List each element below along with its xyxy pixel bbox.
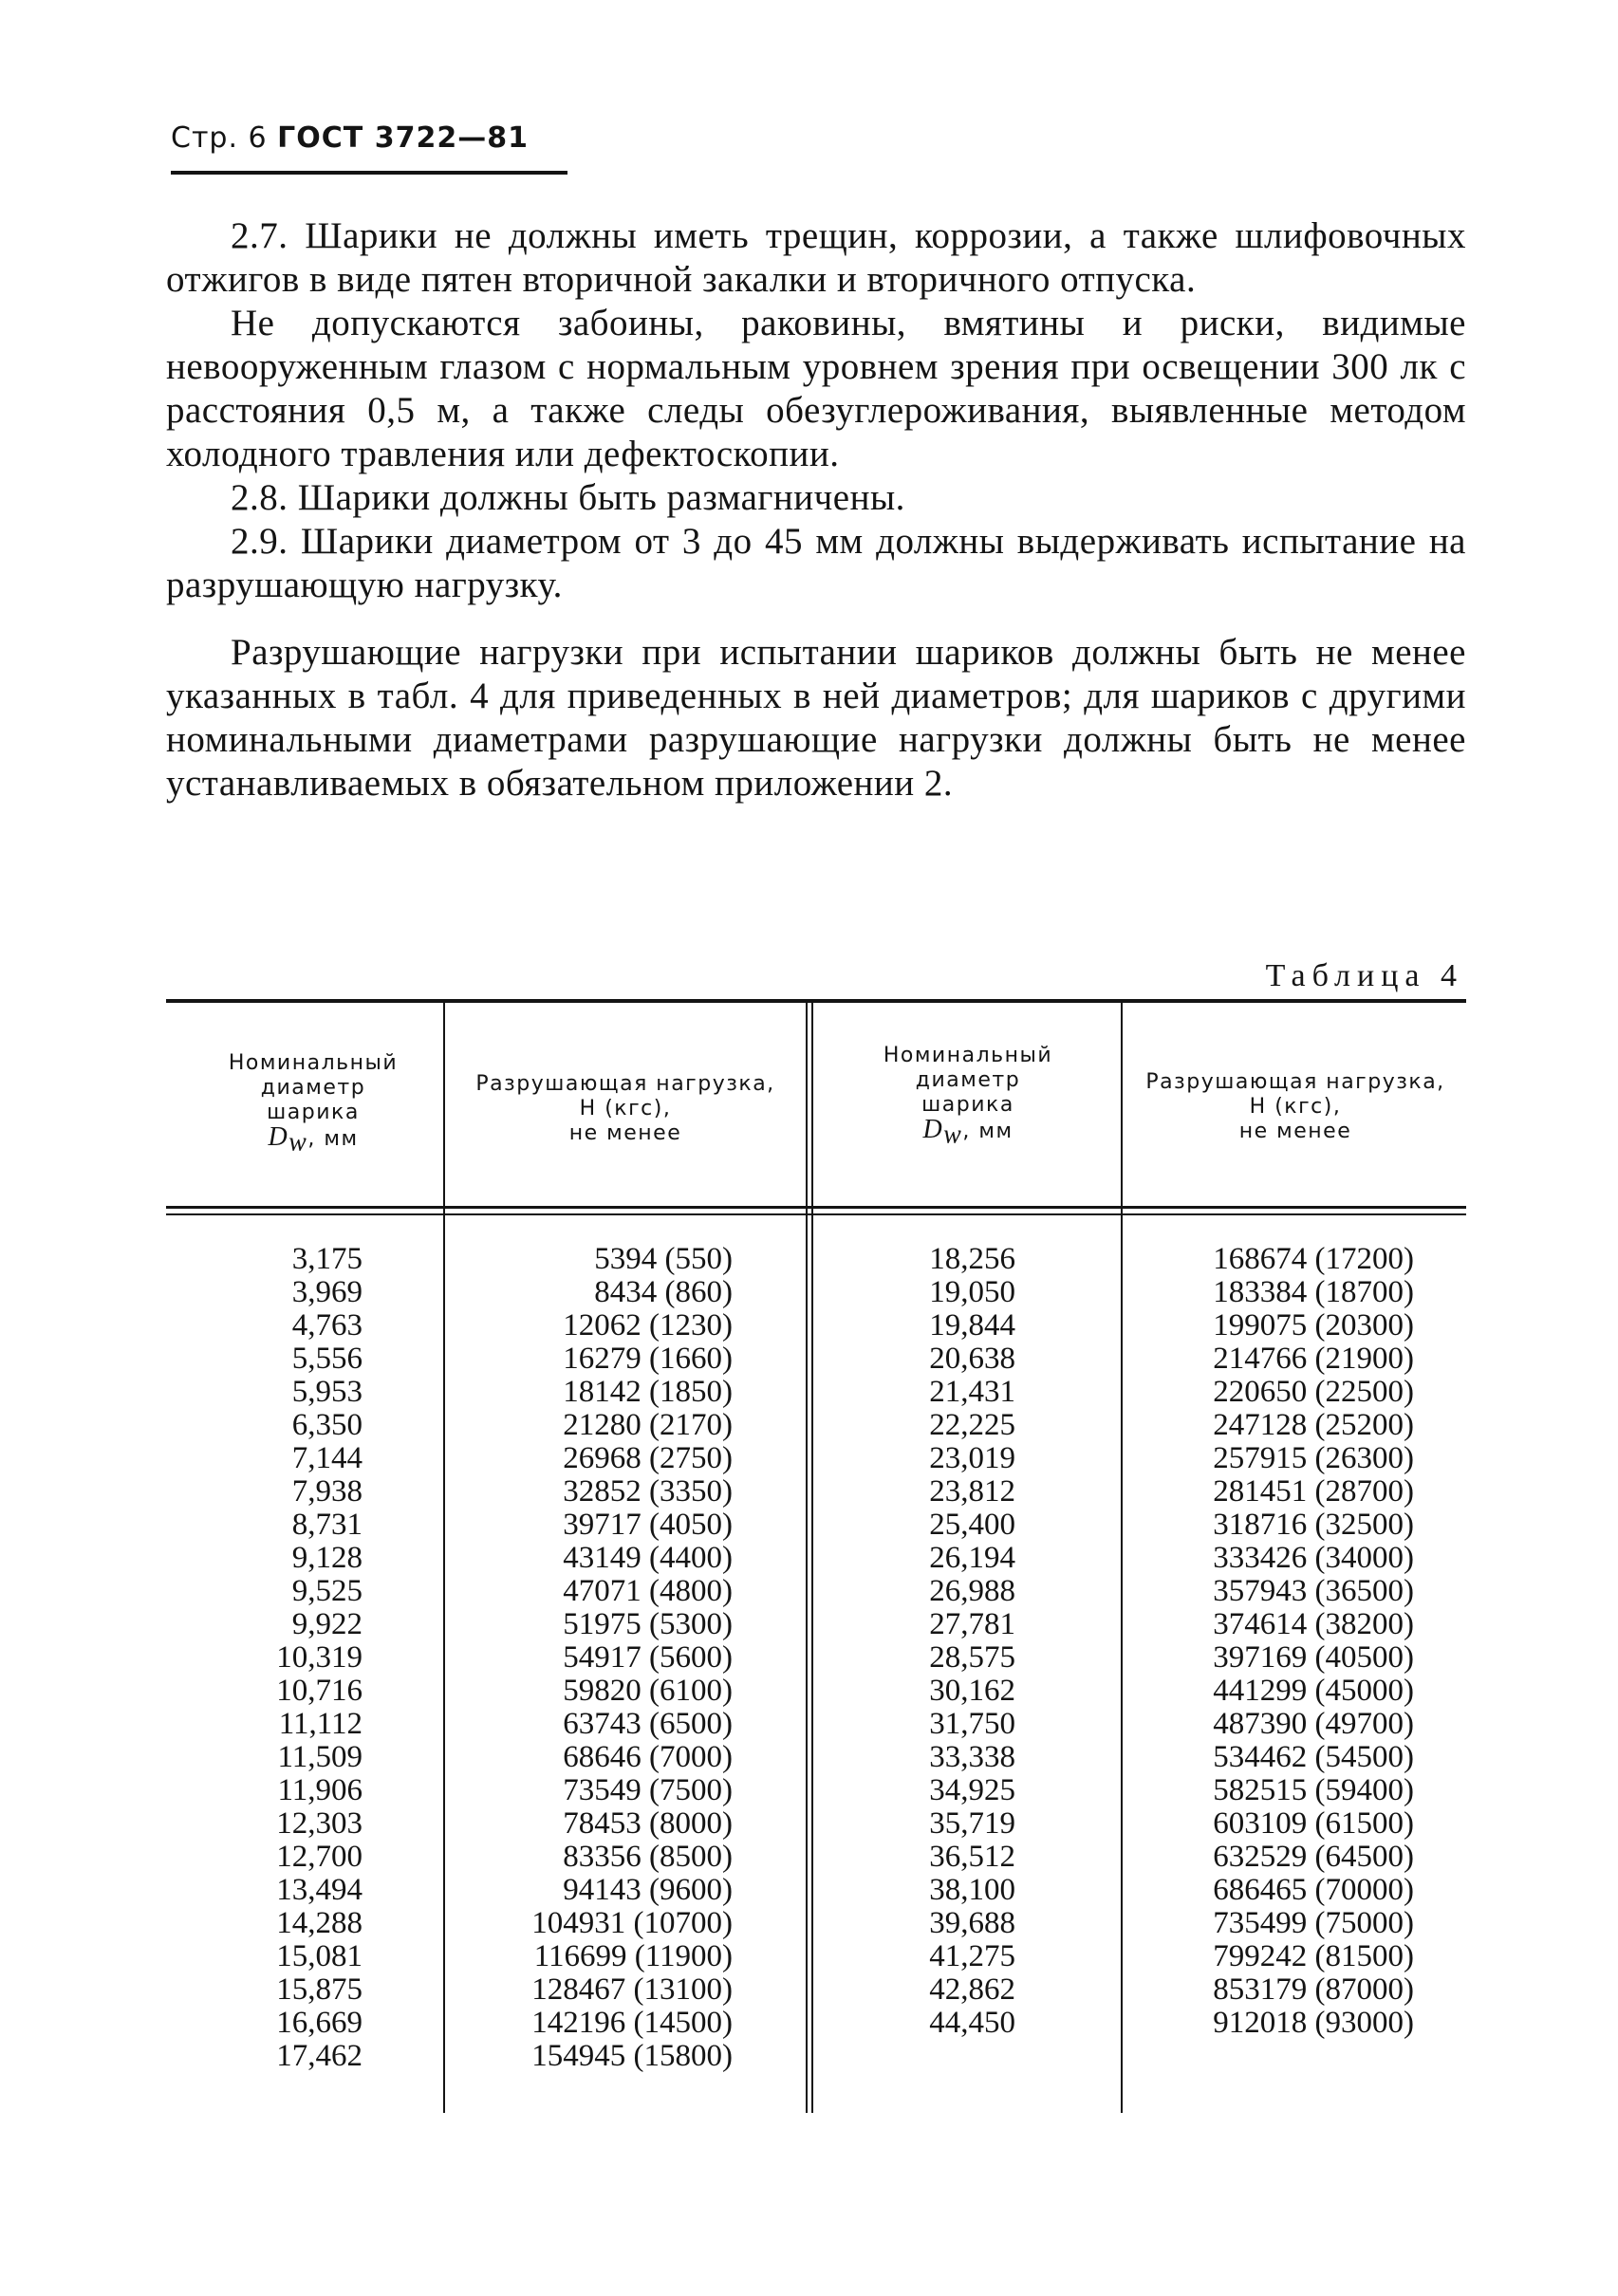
load-cell: 12062 (1230) [563, 1308, 733, 1342]
diameter-cell: 30,162 [929, 1674, 1015, 1708]
diameter-cell: 4,763 [291, 1308, 363, 1342]
load-cell: 374614 (38200) [1213, 1607, 1414, 1641]
diameter-cell: 16,669 [276, 2006, 363, 2040]
diameter-cell: 9,922 [291, 1607, 363, 1641]
load-cell: 318716 (32500) [1213, 1508, 1414, 1542]
load-cell: 68646 (7000) [563, 1740, 733, 1774]
load-cell: 735499 (75000) [1213, 1906, 1414, 1940]
diameter-cell: 10,319 [276, 1640, 363, 1675]
diameter-cell: 39,688 [929, 1906, 1015, 1940]
load-cell: 247128 (25200) [1213, 1408, 1414, 1442]
column-right-diameters [840, 1243, 1015, 2040]
table-header-rule-second [166, 1213, 1466, 1215]
header-diameter-right: Номинальный диаметр шарика $D_w$, мм [883, 1044, 1053, 1150]
load-cell: 83356 (8500) [563, 1840, 733, 1874]
body-text [166, 214, 1466, 805]
load-cell: 199075 (20300) [1213, 1308, 1414, 1342]
load-cell: 168674 (17200) [1213, 1242, 1414, 1276]
diameter-cell: 23,019 [929, 1441, 1015, 1475]
paragraph-2-7: 2.7. Шарики не должны иметь трещин, коррозии, а также шлифовочных отжигов в виде пятен вторичной закалки и вторичного отпуска. [166, 215, 1466, 300]
diameter-cell: 27,781 [929, 1607, 1015, 1641]
diameter-cell: 11,906 [277, 1773, 363, 1807]
diameter-cell: 41,275 [929, 1939, 1015, 1973]
diameter-cell: 7,144 [291, 1441, 363, 1475]
header-rule [171, 171, 567, 175]
load-cell: 59820 (6100) [563, 1674, 733, 1708]
diameter-cell: 11,509 [277, 1740, 363, 1774]
load-cell: 16279 (1660) [563, 1342, 733, 1376]
diameter-cell: 15,875 [276, 1972, 363, 2007]
column-divider-2b [811, 1003, 813, 2113]
paragraph-loads: Разрушающие нагрузки при испытании шариков должны быть не менее указанных в табл. 4 для приведенных в ней диаметров; для шариков с другими номинальными диаметрами разрушающие нагрузки должны быть не менее устанавливаемых в обязательном приложении 2. [166, 632, 1466, 804]
diameter-cell: 19,844 [929, 1308, 1015, 1342]
load-cell: 397169 (40500) [1213, 1640, 1414, 1675]
column-right-loads [1125, 1243, 1414, 2040]
header-diameter-left: Номинальный диаметр шарика $D_w$, мм [228, 1051, 399, 1157]
diameter-cell: 22,225 [929, 1408, 1015, 1442]
table-header-rule [166, 1206, 1466, 1209]
diameter-cell: 5,556 [291, 1342, 363, 1376]
load-cell: 39717 (4050) [563, 1508, 733, 1542]
header-load-left: Разрушающая нагрузка, Н (кгс), не менее [475, 1072, 775, 1145]
gost-number: ГОСТ 3722—81 [277, 121, 529, 155]
column-left-diameters [199, 1243, 363, 2073]
load-cell: 5394 (550) [594, 1242, 733, 1276]
load-cell: 63743 (6500) [563, 1707, 733, 1741]
diameter-cell: 9,525 [291, 1574, 363, 1608]
load-cell: 8434 (860) [594, 1275, 733, 1309]
load-cell: 51975 (5300) [563, 1607, 733, 1641]
diameter-cell: 5,953 [291, 1375, 363, 1409]
column-divider-3 [1121, 1003, 1123, 2113]
diameter-cell: 17,462 [276, 2039, 363, 2073]
load-cell: 257915 (26300) [1213, 1441, 1414, 1475]
diameter-cell: 13,494 [276, 1873, 363, 1907]
diameter-cell: 9,128 [291, 1541, 363, 1575]
diameter-cell: 38,100 [929, 1873, 1015, 1907]
diameter-cell: 12,303 [276, 1806, 363, 1841]
load-cell: 18142 (1850) [563, 1375, 733, 1409]
diameter-cell: 14,288 [276, 1906, 363, 1940]
load-cell: 281451 (28700) [1213, 1474, 1414, 1509]
diameter-cell: 25,400 [929, 1508, 1015, 1542]
load-cell: 183384 (18700) [1213, 1275, 1414, 1309]
load-cell: 104931 (10700) [531, 1906, 733, 1940]
diameter-cell: 19,050 [929, 1275, 1015, 1309]
load-cell: 582515 (59400) [1213, 1773, 1414, 1807]
diameter-cell: 33,338 [929, 1740, 1015, 1774]
diameter-cell: 3,175 [291, 1242, 363, 1276]
diameter-cell: 26,194 [929, 1541, 1015, 1575]
diameter-cell: 31,750 [929, 1707, 1015, 1741]
diameter-cell: 15,081 [276, 1939, 363, 1973]
load-cell: 799242 (81500) [1213, 1939, 1414, 1973]
load-cell: 142196 (14500) [531, 2006, 733, 2040]
diameter-cell: 21,431 [929, 1375, 1015, 1409]
load-cell: 487390 (49700) [1213, 1707, 1414, 1741]
diameter-cell: 20,638 [929, 1342, 1015, 1376]
load-cell: 116699 (11900) [533, 1939, 733, 1973]
diameter-cell: 42,862 [929, 1972, 1015, 2007]
load-cell: 333426 (34000) [1213, 1541, 1414, 1575]
load-cell: 128467 (13100) [531, 1972, 733, 2007]
load-cell: 603109 (61500) [1213, 1806, 1414, 1841]
load-cell: 220650 (22500) [1213, 1375, 1414, 1409]
load-cell: 214766 (21900) [1213, 1342, 1414, 1376]
page-number: Стр. 6 [171, 121, 268, 155]
column-left-loads [456, 1243, 733, 2073]
load-cell: 26968 (2750) [563, 1441, 733, 1475]
load-cell: 853179 (87000) [1213, 1972, 1414, 2007]
load-cell: 73549 (7500) [563, 1773, 733, 1807]
load-cell: 78453 (8000) [563, 1806, 733, 1841]
load-cell: 357943 (36500) [1213, 1574, 1414, 1608]
diameter-cell: 18,256 [929, 1242, 1015, 1276]
load-cell: 47071 (4800) [563, 1574, 733, 1608]
diameter-cell: 23,812 [929, 1474, 1015, 1509]
load-cell: 154945 (15800) [531, 2039, 733, 2073]
diameter-cell: 7,938 [291, 1474, 363, 1509]
paragraph-2-9: 2.9. Шарики диаметром от 3 до 45 мм должны выдерживать испытание на разрушающую нагрузку. [166, 521, 1466, 605]
load-cell: 534462 (54500) [1213, 1740, 1414, 1774]
diameter-cell: 28,575 [929, 1640, 1015, 1675]
load-cell: 21280 (2170) [563, 1408, 733, 1442]
diameter-cell: 36,512 [929, 1840, 1015, 1874]
page-header [171, 121, 529, 155]
load-cell: 43149 (4400) [563, 1541, 733, 1575]
header-load-right: Разрушающая нагрузка, Н (кгс), не менее [1145, 1070, 1445, 1143]
table-caption: Таблица 4 [1265, 958, 1463, 993]
load-cell: 94143 (9600) [563, 1873, 733, 1907]
load-cell: 686465 (70000) [1213, 1873, 1414, 1907]
diameter-cell: 12,700 [276, 1840, 363, 1874]
paragraph-defects: Не допускаются забоины, раковины, вмятины и риски, видимые невооруженным глазом с нормальным уровнем зрения при освещении 300 лк с расстояния 0,5 м, а также следы обезуглероживания, выявленные методом холодного травления или дефектоскопии. [166, 303, 1466, 474]
diameter-cell: 34,925 [929, 1773, 1015, 1807]
table-top-rule [166, 999, 1466, 1003]
column-divider-2a [806, 1003, 808, 2113]
diameter-cell: 44,450 [929, 2006, 1015, 2040]
diameter-cell: 11,112 [278, 1707, 363, 1741]
column-divider-1 [443, 1003, 445, 2113]
diameter-cell: 26,988 [929, 1574, 1015, 1608]
load-cell: 54917 (5600) [563, 1640, 733, 1675]
diameter-cell: 8,731 [291, 1508, 363, 1542]
paragraph-2-8: 2.8. Шарики должны быть размагничены. [231, 477, 905, 518]
diameter-cell: 3,969 [291, 1275, 363, 1309]
diameter-cell: 6,350 [291, 1408, 363, 1442]
diameter-cell: 10,716 [276, 1674, 363, 1708]
load-cell: 632529 (64500) [1213, 1840, 1414, 1874]
load-cell: 441299 (45000) [1213, 1674, 1414, 1708]
load-cell: 912018 (93000) [1213, 2006, 1414, 2040]
diameter-cell: 35,719 [929, 1806, 1015, 1841]
load-cell: 32852 (3350) [563, 1474, 733, 1509]
